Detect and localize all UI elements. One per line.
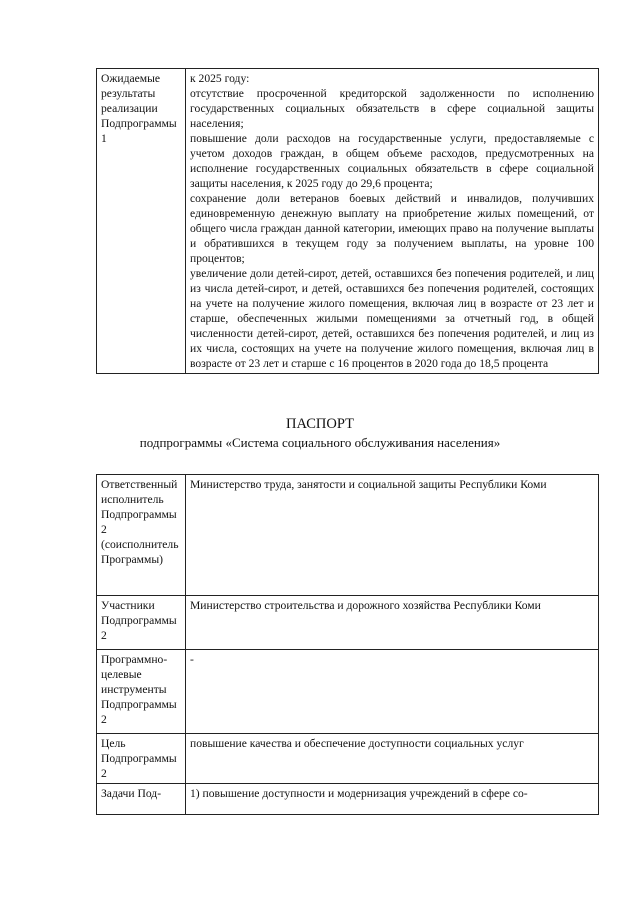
row-value [186, 69, 599, 374]
passport-table [96, 474, 599, 815]
table-row [97, 650, 599, 734]
row-value: Министерство труда, занятости и социальной защиты Республики Коми [186, 475, 599, 596]
row-label: Участники Подпрограммы 2 [97, 596, 186, 650]
row-value: 1) повышение доступности и модернизация учреждений в сфере со- [186, 784, 599, 815]
row-value: повышение качества и обеспечение доступности социальных услуг [186, 734, 599, 784]
paragraph: повышение доли расходов на государственные услуги, предоставляемые с учетом доходов граждан, в общем объеме расходов, предусмотренных на исполнение государственных социальных обязательств в сфере социальной защиты населения, к 2025 году до 29,6 процента; [190, 132, 594, 190]
table-row [97, 596, 599, 650]
paragraph: сохранение доли ветеранов боевых действий и инвалидов, получивших единовременную денежную выплату на приобретение жилых помещений, от общего числа граждан данной категории, имеющих право на получение выплаты и обратившихся в текущем году за получением выплаты, на уровне 100 процентов; [190, 192, 594, 265]
table-row [97, 784, 599, 815]
table-row [97, 475, 599, 596]
row-label: Ожидаемые результаты реализации Подпрограммы 1 [97, 69, 186, 374]
paragraph: к 2025 году: [190, 72, 250, 85]
paragraph: отсутствие просроченной кредиторской задолженности по исполнению государственных социальных обязательств в сфере социальной защиты населения; [190, 87, 594, 130]
table-row [97, 734, 599, 784]
row-value: - [186, 650, 599, 734]
table-row [97, 69, 599, 374]
expected-results-table [96, 68, 599, 374]
passport-subtitle: подпрограммы «Система социального обслуживания населения» [139, 435, 501, 450]
row-label: Ответственный исполнитель Подпрограммы 2 (соисполнитель Программы) [97, 475, 186, 596]
paragraph: увеличение доли детей-сирот, детей, оставшихся без попечения родителей, и лиц из числа детей-сирот, и детей, оставшихся без попечения родителей, состоящих на учете на получение жилого помещения, включая лиц в возрасте от 23 лет и старше, обеспеченных жилыми помещениями за отчетный год, в общей численности детей-сирот, детей, оставшихся без попечения родителей, и лиц из их числа, состоящих на учете на получение жилого помещения, включая лиц в возрасте от 23 лет и старше с 16 процентов в 2020 года до 18,5 процента [190, 267, 594, 370]
row-label: Программно-целевые инструменты Подпрограммы 2 [97, 650, 186, 734]
row-label: Задачи Под- [97, 784, 186, 815]
row-label: Цель Подпрограммы 2 [97, 734, 186, 784]
row-value: Министерство строительства и дорожного хозяйства Республики Коми [186, 596, 599, 650]
passport-title: ПАСПОРТ [286, 416, 354, 432]
